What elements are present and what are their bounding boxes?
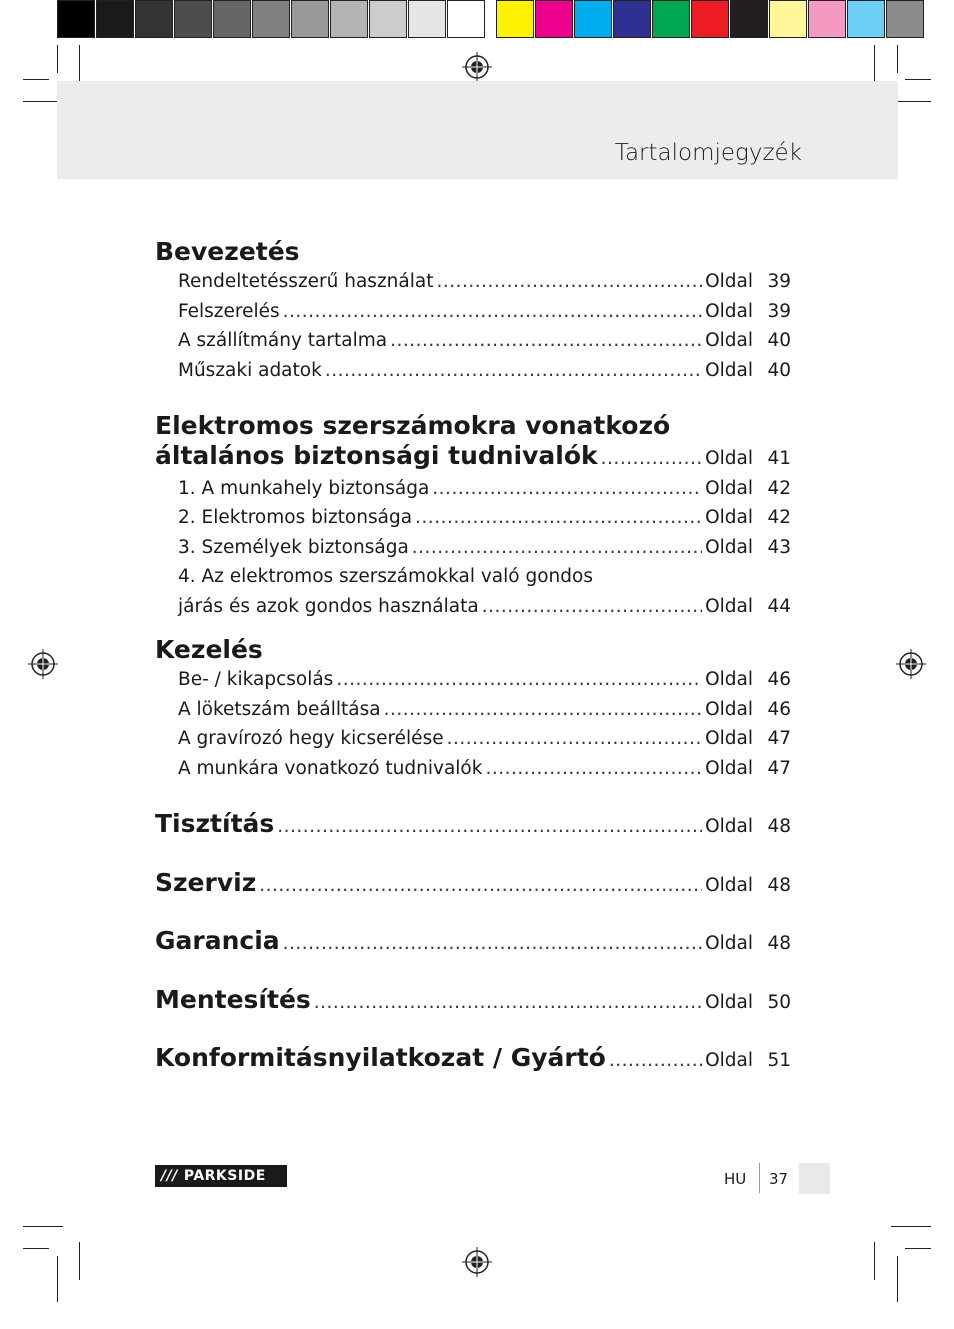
- footer-divider: [759, 1163, 760, 1193]
- toc-entry-oldal: Oldal: [705, 816, 753, 837]
- toc-entry-label: 3. Személyek biztonsága: [178, 536, 409, 558]
- toc-entry-oldal: Oldal: [705, 991, 753, 1013]
- section-title-biztonsag-line1: Elektromos szerszámokra vonatkozó: [155, 411, 671, 440]
- swatch: [574, 0, 612, 38]
- swatch: [96, 0, 134, 38]
- crop-mark: [23, 79, 49, 80]
- swatch: [135, 0, 173, 38]
- section-title-biztonsag-line2: általános biztonsági tudnivalók: [155, 441, 598, 470]
- toc-entry-label: Be- / kikapcsolás: [178, 669, 334, 690]
- toc-entry-label: A löketszám beálltása: [178, 698, 381, 720]
- toc-entry-garancia[interactable]: [155, 926, 791, 959]
- swatch: [691, 0, 729, 38]
- toc-entry-oldal: Oldal: [705, 536, 753, 558]
- toc-entry[interactable]: [155, 441, 791, 474]
- swatch: [252, 0, 290, 38]
- logo-slashes: ///: [161, 1168, 178, 1184]
- section-title-tisztitas: Tisztítás: [155, 809, 275, 838]
- toc-entry-page: 48: [767, 816, 791, 837]
- toc-entry-oldal: Oldal: [705, 300, 753, 322]
- color-calibration-bar: [57, 0, 925, 38]
- toc-entry-page: 44: [767, 595, 791, 617]
- toc-entry-label: Felszerelés: [178, 300, 280, 322]
- toc-entry-oldal: Oldal: [705, 448, 753, 469]
- section-title-mentesites: Mentesítés: [155, 984, 311, 1014]
- toc-entry[interactable]: [155, 267, 791, 297]
- crop-mark: [891, 1226, 931, 1227]
- toc-entry-page: 40: [767, 359, 791, 381]
- toc-entry-mentesites[interactable]: [155, 985, 791, 1018]
- footer-box: [799, 1163, 830, 1194]
- parkside-logo: [155, 1165, 287, 1187]
- toc-entry-oldal: Oldal: [705, 271, 753, 292]
- crop-mark: [905, 79, 931, 80]
- toc-entry-page: 47: [767, 757, 791, 779]
- swatch: [330, 0, 368, 38]
- swatch: [730, 0, 768, 38]
- toc-entry-label: járás és azok gondos használata: [178, 595, 479, 617]
- toc-entry-tisztitas[interactable]: [155, 809, 791, 842]
- swatch: [174, 0, 212, 38]
- toc-entry-oldal: Oldal: [705, 330, 753, 351]
- toc-entry-page: 40: [767, 330, 791, 351]
- toc-entry[interactable]: [155, 695, 791, 725]
- language-code: HU: [724, 1170, 747, 1188]
- swatch: [213, 0, 251, 38]
- crop-mark: [897, 45, 898, 73]
- toc-entry[interactable]: [155, 474, 791, 504]
- toc-entry[interactable]: [155, 297, 791, 327]
- crop-mark: [23, 1248, 49, 1249]
- crop-mark: [57, 1256, 58, 1302]
- swatch: [496, 0, 534, 38]
- toc-entry-page: 50: [767, 991, 791, 1013]
- toc-entry-line: [155, 562, 791, 592]
- swatch: [769, 0, 807, 38]
- toc-entry-page: 46: [767, 698, 791, 720]
- toc-entry-label: 1. A munkahely biztonsága: [178, 477, 430, 499]
- toc-entry-label: 4. Az elektromos szerszámokkal való gondos: [178, 566, 593, 587]
- registration-mark-icon: [462, 1247, 492, 1277]
- swatch: [291, 0, 329, 38]
- crop-mark: [874, 1242, 875, 1280]
- toc-entry-oldal: Oldal: [705, 1050, 753, 1071]
- toc-entry-szerviz[interactable]: [155, 868, 791, 901]
- toc-entry[interactable]: [155, 724, 791, 754]
- crop-mark: [23, 1226, 63, 1227]
- registration-mark-icon: [896, 649, 926, 679]
- section-title-kezeles: Kezelés: [155, 635, 263, 664]
- toc-entry-oldal: Oldal: [705, 595, 753, 617]
- toc-entry-oldal: Oldal: [705, 728, 753, 749]
- crop-mark: [79, 1242, 80, 1280]
- toc-entry-page: 43: [767, 536, 791, 558]
- crop-mark: [897, 1256, 898, 1302]
- toc-entry-oldal: Oldal: [705, 359, 753, 381]
- swatch: [652, 0, 690, 38]
- toc-entry[interactable]: [155, 356, 791, 386]
- section-title-bevezetes: Bevezetés: [155, 237, 300, 266]
- toc-entry-konformitas[interactable]: [155, 1043, 791, 1076]
- swatch: [408, 0, 446, 38]
- page-title: Tartalomjegyzék: [614, 140, 802, 166]
- toc-entry-oldal: Oldal: [705, 933, 753, 954]
- toc-entry-page: 47: [767, 728, 791, 749]
- swatch: [613, 0, 651, 38]
- section-title-konformitas: Konformitásnyilatkozat / Gyártó: [155, 1043, 606, 1072]
- toc-entry-page: 46: [767, 669, 791, 690]
- toc-entry[interactable]: [155, 326, 791, 356]
- toc-entry-label: A szállítmány tartalma: [178, 330, 388, 351]
- toc-entry[interactable]: [155, 592, 791, 622]
- toc-entry-page: 39: [767, 271, 791, 292]
- toc-entry-page: 41: [767, 448, 791, 469]
- toc-entry-page: 51: [767, 1050, 791, 1071]
- swatch: [57, 0, 95, 38]
- swatch: [847, 0, 885, 38]
- registration-mark-icon: [462, 52, 492, 82]
- toc-entry-oldal: Oldal: [705, 698, 753, 720]
- swatch: [535, 0, 573, 38]
- toc-entry-oldal: Oldal: [705, 477, 753, 499]
- toc-entry-page: 42: [767, 477, 791, 499]
- toc-entry-oldal: Oldal: [705, 669, 753, 690]
- toc-entry-label: A munkára vonatkozó tudnivalók: [178, 757, 483, 779]
- toc-entry-label: A gravírozó hegy kicserélése: [178, 728, 444, 749]
- section-title-garancia: Garancia: [155, 926, 280, 955]
- swatch: [808, 0, 846, 38]
- toc-entry-page: 42: [767, 507, 791, 528]
- page-number: 37: [769, 1170, 789, 1188]
- toc-entry-label: Műszaki adatok: [178, 359, 322, 381]
- table-of-contents: [155, 237, 791, 1076]
- toc-entry-page: 48: [767, 874, 791, 896]
- swatch: [447, 0, 485, 38]
- toc-entry-oldal: Oldal: [705, 757, 753, 779]
- toc-entry[interactable]: [155, 754, 791, 784]
- toc-entry[interactable]: [155, 503, 791, 533]
- crop-mark: [57, 45, 58, 73]
- crop-mark: [905, 1248, 931, 1249]
- swatch: [886, 0, 924, 38]
- toc-entry-page: 39: [767, 300, 791, 322]
- toc-entry-page: 48: [767, 933, 791, 954]
- toc-entry-label: Rendeltetésszerű használat: [178, 271, 434, 292]
- registration-mark-icon: [28, 649, 58, 679]
- toc-entry-oldal: Oldal: [705, 507, 753, 528]
- section-title-szerviz: Szerviz: [155, 867, 257, 897]
- toc-entry-label: 2. Elektromos biztonsága: [178, 507, 413, 528]
- logo-text: PARKSIDE: [183, 1168, 266, 1184]
- toc-entry[interactable]: [155, 665, 791, 695]
- toc-entry[interactable]: [155, 533, 791, 563]
- swatch: [369, 0, 407, 38]
- toc-entry-oldal: Oldal: [705, 874, 753, 896]
